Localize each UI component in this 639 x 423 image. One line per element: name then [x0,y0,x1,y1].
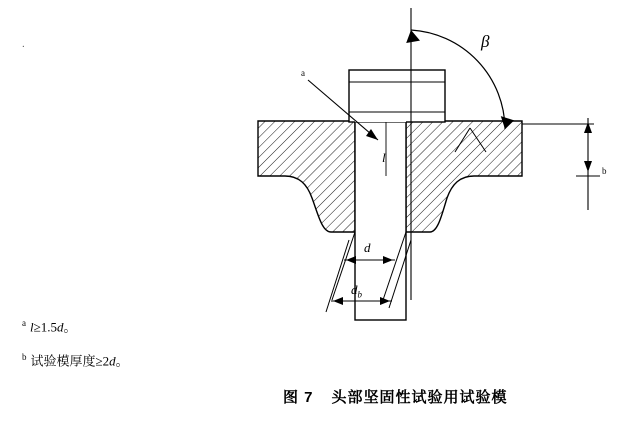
label-diameter-db-main: d [351,282,358,297]
footnote-b-italic: d [109,353,116,369]
figure-caption-title: 头部坚固性试验用试验模 [331,389,508,406]
label-footnote-b-marker: b [602,166,607,176]
footnotes [22,308,272,377]
label-length-l: l [382,150,386,165]
label-diameter-d: d [364,240,371,255]
footnote-a-end: 。 [63,319,77,335]
label-angle-beta: β [481,32,490,51]
scan-artifact-dot: . [22,38,25,50]
figure-caption [283,386,508,407]
footnote-b-text: 试验模厚度≥2 [30,353,110,369]
label-diameter-db [351,282,362,300]
footnote-a-italic2: d [57,319,64,335]
footnote-b-end: 。 [115,353,129,369]
bolt-shank [355,88,406,320]
footnote-a-marker: a [22,318,26,328]
footnote-b [22,342,272,376]
footnote-a [22,308,272,342]
test-block-left [258,121,355,232]
footnote-b-marker: b [22,352,27,363]
label-diameter-db-sub: b [357,289,362,300]
footnote-a-italic: l [30,319,34,335]
thickness-dimension-b [576,118,600,210]
footnote-a-text: ≥1.5 [33,319,58,335]
bolt-head [349,70,445,122]
figure-caption-number: 图 7 [283,389,314,406]
label-footnote-a-marker: a [301,68,305,78]
